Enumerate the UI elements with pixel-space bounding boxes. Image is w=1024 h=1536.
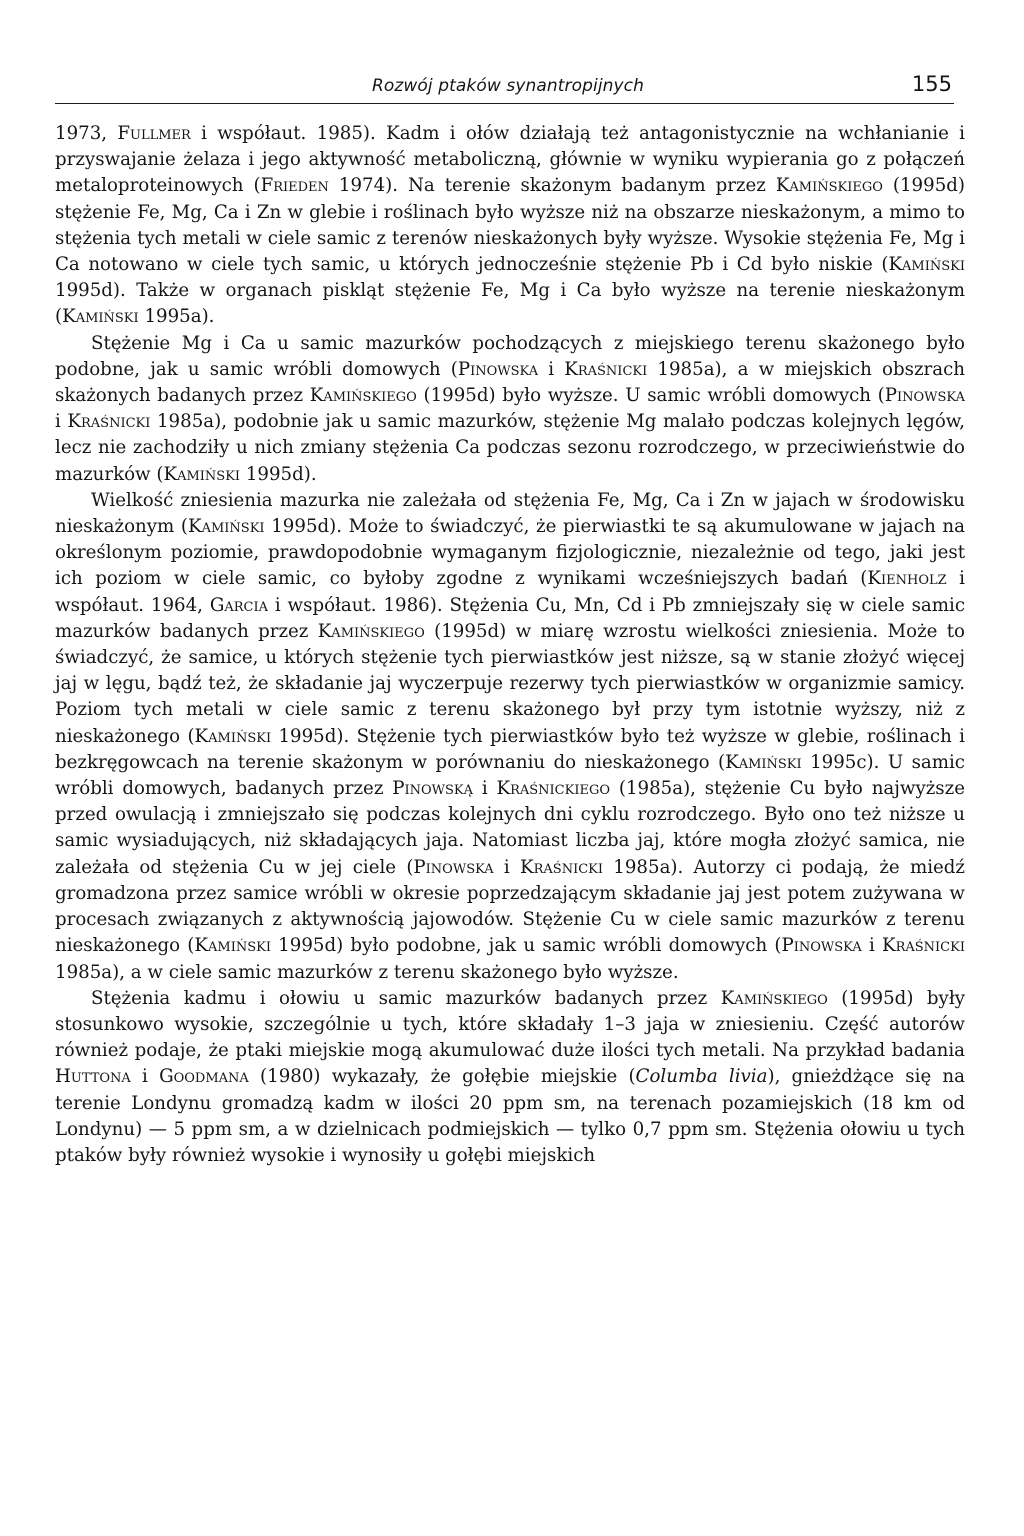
paragraph (55, 121, 965, 331)
page-number: 155 (911, 72, 952, 96)
species-name: Columba livia (635, 1066, 768, 1088)
author-name: Huttona (55, 1066, 131, 1088)
text-run: i (538, 358, 565, 380)
author-name: Pinowska (884, 385, 965, 407)
paragraph (55, 488, 965, 986)
text-run: (1980) wykazały, że gołębie miejskie ( (248, 1066, 636, 1088)
author-name: Pinowska (413, 856, 494, 878)
text-run: i współaut. 1985). Kadm i ołów działają też antagonistycznie na wchłanianie i przyswajanie żelaza i jego aktywność metaboliczną, głównie w wyniku wypierania go z połączeń metaloproteinowych ( (55, 123, 965, 197)
author-name: Kamińskiego (720, 987, 828, 1009)
text-run: 1995d) było podobne, jak u samic wróbli domowych ( (270, 935, 782, 957)
running-head (55, 74, 954, 100)
text-run: 1973, (55, 123, 118, 144)
author-name: Pinowska (457, 358, 539, 380)
text-run: (1995d) było wyższe. U samic wróbli domowych ( (416, 385, 885, 407)
text-run: i (493, 856, 521, 878)
running-title: Rozwój ptaków synantropijnych (371, 76, 644, 96)
text-run: Stężenie Mg i Ca u samic mazurków pochodzących z miejskiego terenu skażonego było podobne, jak u samic wróbli domowych ( (55, 332, 965, 380)
text-run: Wielkość zniesienia mazurka nie zależała od stężenia Fe, Mg, Ca i Zn w jajach w środowisku nieskażonym ( (55, 489, 965, 538)
author-name: Goodmana (159, 1066, 249, 1088)
author-name: Kraśnicki (882, 935, 965, 957)
author-name: Kamiński (725, 751, 802, 773)
author-name: Kraśnicki (564, 358, 648, 380)
author-name: Kamiński (194, 725, 272, 747)
text-run: i (55, 411, 68, 433)
text-run: (1995d) w miarę wzrostu wielkości zniesienia. Może to świadczyć, że samice, u których stężenie tych pierwiastków jest niższe, są w stanie złożyć więcej jaj w lęgu, bądź też, że składanie jaj wyczerpuje rezerwy tych pierwiastków w organizmie samicy. Poziom tych metali w ciele samic z terenu skażonego był przy tym istotnie wyższy, niż z nieskażonego ( (55, 620, 965, 747)
text-run: (1995d) stężenie Fe, Mg, Ca i Zn w glebie i roślinach było wyższe niż na obszarze nieskażonym, a mimo to stężenia tych metali w ciele samic z terenów nieskażonych były wyższe. Wysokie stężenia Fe, Mg i Ca notowano w ciele tych samic, u których jednocześnie stężenie Pb i Cd było niskie ( (55, 175, 966, 276)
paragraph (55, 986, 965, 1169)
text-run: 1985a), a w ciele samic mazurków z terenu skażonego było wyższe. (55, 961, 679, 983)
text-run: 1985a), podobnie jak u samic mazurków, stężenie Mg malało podczas kolejnych lęgów, lecz nie zachodziły u nich zmiany stężenia Ca podczas sezonu rozrodczego, w przeciwieństwie do mazurków ( (55, 411, 965, 485)
paragraph (55, 331, 965, 488)
text-run: 1995c). U samic wróbli domowych, badanych przez (55, 751, 965, 800)
author-name: Garcia (209, 594, 269, 616)
author-name: Kamiński (194, 935, 271, 957)
header-rule (55, 103, 954, 104)
text-run: 1995d). (240, 463, 317, 485)
text-run: 1974). Na terenie skażonym badanym przez (328, 175, 776, 197)
author-name: Kamiński (188, 516, 265, 538)
text-run: 1995d). Może to świadczyć, że pierwiastki te są akumulowane w jajach na określonym poziomie, prawdopodobnie wymaganym fizjologicznie, niezależnie od tego, jaki jest ich poziom w ciele samic, co byłoby zgodne z wynikami wcześniejszych badań ( (55, 516, 965, 590)
author-name: Kienholz (867, 568, 947, 590)
author-name: Kamiński (163, 463, 241, 485)
text-run: 1995d). Stężenie tych pierwiastków było też wyższe w glebie, roślinach i bezkręgowcach na terenie skażonym w porównaniu do nieskażonego ( (55, 725, 965, 773)
author-name: Kamiński (888, 254, 965, 276)
text-run: (1985a), stężenie Cu było najwyższe przed owulacją i zmniejszało się podczas kolejnych dni cyklu rozrodczego. Było ono też niższe u samic wysiadujących, niż składających jaja. Natomiast liczba jaj, które mogła złożyć samica, nie zależała od stężenia Cu w jej ciele ( (55, 778, 965, 878)
text-run: 1995d). Także w organach piskląt stężenie Fe, Mg i Ca było wyższe na terenie nieskażonym ( (55, 280, 965, 328)
author-name: Pinowska (781, 935, 862, 957)
text-run: i (473, 778, 497, 800)
author-name: Kamińskiego (775, 175, 883, 197)
text-run: i (861, 935, 882, 957)
text-run: i współaut. 1964, (55, 568, 965, 616)
author-name: Pinowską (392, 778, 474, 800)
text-run: i (130, 1066, 160, 1088)
author-name: Fullmer (117, 123, 191, 144)
author-name: Kraśnicki (520, 856, 604, 878)
author-name: Kraśnicki (67, 411, 151, 433)
text-run: 1985a). Autorzy ci podają, że miedź gromadzona przez samice wróbli w okresie poprzedzającym składanie jaj jest potem zużywana w procesach związanych z aktywnością jajowodów. Stężenie Cu w ciele samic mazurków z terenu nieskażonego ( (55, 856, 966, 957)
author-name: Kraśnickiego (496, 778, 611, 800)
text-run: 1985a), a w miejskich obszrach skażonych badanych przez (55, 358, 965, 407)
text-run: ), gnieżdżące się na terenie Londynu gromadzą kadm w ilości 20 ppm sm, na terenach pozamiejskich (18 km od Londynu) — 5 ppm sm, a w dzielnicach podmiejskich — tylko 0,7 ppm sm. Stężenia ołowiu u tych ptaków były również wysokie i wynosiły u gołębi miejskich (55, 1066, 965, 1166)
text-run: 1995a). (138, 306, 215, 328)
body-text (55, 121, 965, 1169)
author-name: Kamiński (62, 306, 139, 328)
author-name: Kamińskiego (317, 620, 425, 642)
text-run: Stężenia kadmu i ołowiu u samic mazurków badanych przez (91, 987, 721, 1009)
text-run: i współaut. 1986). Stężenia Cu, Mn, Cd i Pb zmniejszały się w ciele samic mazurków badanych przez (55, 594, 966, 642)
author-name: Frieden (260, 175, 329, 197)
text-run: (1995d) były stosunkowo wysokie, szczególnie u tych, które składały 1–3 jaja w zniesieniu. Część autorów również podaje, że ptaki miejskie mogą akumulować duże ilości tych metali. Na przykład badania (55, 987, 965, 1062)
author-name: Kamińskiego (309, 385, 417, 407)
